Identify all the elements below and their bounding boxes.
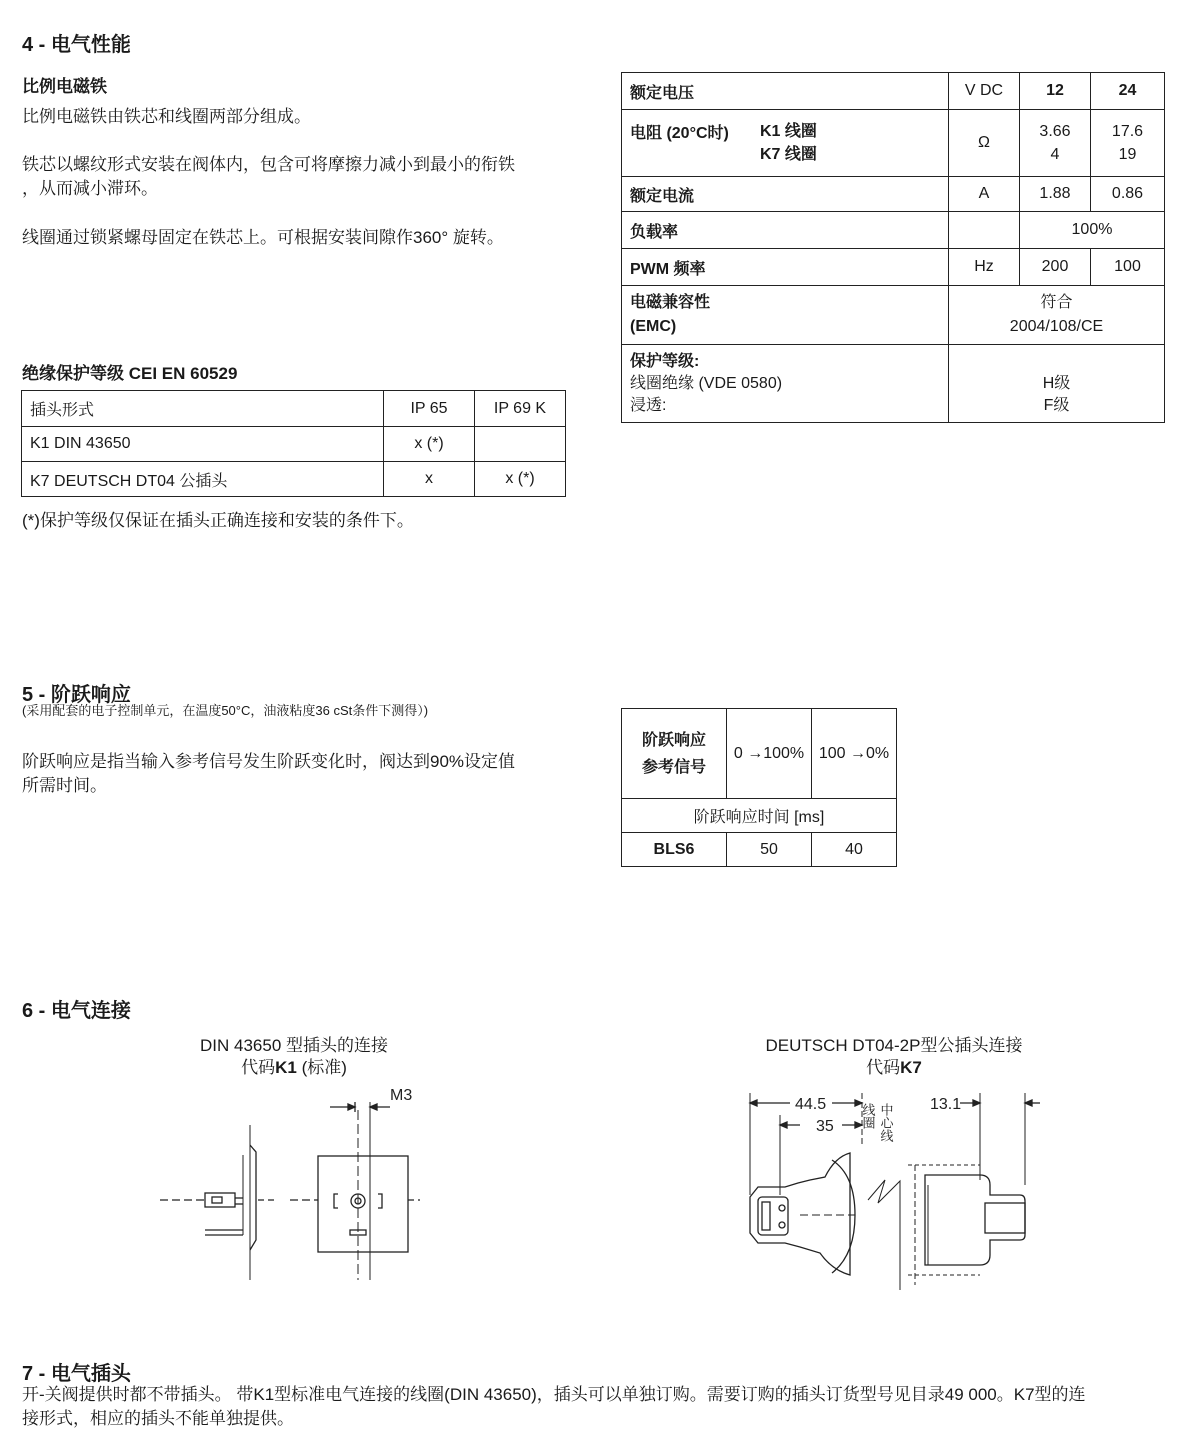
spec-duty-value: 100% bbox=[1020, 212, 1165, 249]
coil-center-label-1: 线圈 bbox=[860, 1103, 876, 1129]
ins-header-connector: 插头形式 bbox=[22, 391, 384, 427]
spec-pwm-24: 100 bbox=[1091, 249, 1165, 286]
spec-resistance-unit: Ω bbox=[949, 110, 1020, 177]
k7-connector-drawing bbox=[740, 1085, 1040, 1290]
paragraph-core-line2: ，从而减小滞环。 bbox=[22, 179, 158, 198]
spec-resistance-12-k7: 4 bbox=[1050, 146, 1060, 163]
spec-resistance-24-k1: 17.6 bbox=[1111, 123, 1144, 140]
spec-protection-impregnation: 浸透: bbox=[630, 396, 667, 414]
spec-resistance-k7: K7 线圈 bbox=[760, 146, 817, 163]
k1-connector-drawing bbox=[150, 1080, 420, 1280]
spec-protection-value bbox=[949, 345, 1165, 423]
paragraph-coil: 线圈通过锁紧螺母固定在铁芯上。可根据安装间隙作360° 旋转。 bbox=[22, 228, 504, 247]
spec-protection-label bbox=[622, 345, 949, 423]
k7-caption-line2: 代码K7 bbox=[866, 1058, 922, 1077]
k1-caption bbox=[144, 1035, 444, 1079]
step-header-line2: 参考信号 bbox=[641, 758, 706, 776]
spec-protection-class-h: H级 bbox=[1042, 374, 1071, 392]
step-col-0-100: 0 →100% bbox=[727, 709, 812, 799]
k1-caption-line1: DIN 43650 型插头的连接 bbox=[200, 1036, 388, 1055]
plug-text-line2: 接形式，相应的插头不能单独提供。 bbox=[22, 1409, 294, 1428]
spec-emc-label bbox=[622, 286, 949, 345]
section4-title: 4 - 电气性能 bbox=[22, 34, 131, 56]
protection-note: (*)保护等级仅保证在插头正确连接和安装的条件下。 bbox=[22, 511, 414, 530]
spec-voltage-label: 额定电压 bbox=[622, 73, 949, 110]
step-col-100-0: 100 →0% bbox=[812, 709, 897, 799]
spec-resistance-label bbox=[622, 110, 949, 177]
dim-44-5: 44.5 bbox=[795, 1096, 827, 1113]
dim-35: 35 bbox=[816, 1118, 834, 1135]
spec-resistance-12 bbox=[1020, 110, 1091, 177]
section5-title: 5 - 阶跃响应 bbox=[22, 684, 131, 706]
spec-voltage-24: 24 bbox=[1091, 73, 1165, 110]
spec-emc-label-line1: 电磁兼容性 bbox=[630, 294, 711, 311]
proportional-solenoid-heading: 比例电磁铁 bbox=[22, 77, 107, 96]
spec-protection-insulation: 线圈绝缘 (VDE 0580) bbox=[630, 374, 783, 392]
ins-row2-ip65: x bbox=[384, 462, 475, 497]
spec-emc-value bbox=[949, 286, 1165, 345]
electrical-spec-table bbox=[621, 72, 1165, 423]
spec-duty-empty bbox=[949, 212, 1020, 249]
step-time-label: 阶跃响应时间 [ms] bbox=[622, 799, 897, 833]
spec-current-24: 0.86 bbox=[1091, 177, 1165, 212]
ins-row1-ip69k bbox=[475, 427, 566, 462]
spec-pwm-12: 200 bbox=[1020, 249, 1091, 286]
k7-caption bbox=[744, 1035, 1044, 1079]
coil-center-label-2: 中心线 bbox=[878, 1103, 894, 1142]
spec-pwm-label: PWM 频率 bbox=[622, 249, 949, 286]
spec-resistance-k1: K1 线圈 bbox=[760, 123, 817, 140]
spec-pwm-unit: Hz bbox=[949, 249, 1020, 286]
step-header-line1: 阶跃响应 bbox=[641, 731, 706, 749]
step-response-table bbox=[621, 708, 897, 867]
step-model: BLS6 bbox=[622, 833, 727, 867]
ins-header-ip65: IP 65 bbox=[384, 391, 475, 427]
step-response-text-line2: 所需时间。 bbox=[22, 776, 107, 795]
step-value-up: 50 bbox=[727, 833, 812, 867]
ins-row2-connector: K7 DEUTSCH DT04 公插头 bbox=[22, 462, 384, 497]
spec-resistance-24 bbox=[1091, 110, 1165, 177]
spec-emc-value-line1: 符合 bbox=[1040, 294, 1073, 311]
spec-resistance-title: 电阻 (20°C时) bbox=[630, 125, 729, 142]
spec-voltage-12: 12 bbox=[1020, 73, 1091, 110]
paragraph-core-line1: 铁芯以螺纹形式安装在阀体内，包含可将摩擦力减小到最小的衔铁 bbox=[22, 155, 515, 174]
spec-voltage-unit: V DC bbox=[949, 73, 1020, 110]
section6-title: 6 - 电气连接 bbox=[22, 1000, 131, 1022]
spec-current-12: 1.88 bbox=[1020, 177, 1091, 212]
spec-protection-class-f: F级 bbox=[1043, 396, 1070, 414]
step-header-label bbox=[622, 709, 727, 799]
spec-resistance-12-k1: 3.66 bbox=[1039, 123, 1071, 140]
paragraph-solenoid-parts: 比例电磁铁由铁芯和线圈两部分组成。 bbox=[22, 107, 311, 126]
spec-current-unit: A bbox=[949, 177, 1020, 212]
section7-title: 7 - 电气插头 bbox=[22, 1363, 131, 1385]
spec-emc-value-line2: 2004/108/CE bbox=[1009, 318, 1104, 335]
ins-row1-ip65: x (*) bbox=[384, 427, 475, 462]
spec-duty-label: 负载率 bbox=[622, 212, 949, 249]
ins-row2-ip69k: x (*) bbox=[475, 462, 566, 497]
plug-text-line1: 开-关阀提供时都不带插头。 带K1型标准电气连接的线圈(DIN 43650)，插头可以单独订购。需要订购的插头订货型号见目录49 000。K7型的连 bbox=[22, 1385, 1086, 1404]
insulation-table bbox=[21, 390, 566, 497]
ins-header-ip69k: IP 69 K bbox=[475, 391, 566, 427]
ins-row1-connector: K1 DIN 43650 bbox=[22, 427, 384, 462]
m3-label: M3 bbox=[390, 1087, 413, 1104]
step-value-down: 40 bbox=[812, 833, 897, 867]
spec-emc-label-line2: (EMC) bbox=[630, 318, 677, 335]
spec-current-label: 额定电流 bbox=[622, 177, 949, 212]
insulation-heading: 绝缘保护等级 CEI EN 60529 bbox=[22, 364, 238, 383]
step-response-text-line1: 阶跃响应是指当输入参考信号发生阶跃变化时，阀达到90%设定值 bbox=[22, 752, 516, 771]
spec-resistance-24-k7: 19 bbox=[1118, 146, 1137, 163]
dim-13-1: 13.1 bbox=[930, 1096, 962, 1113]
k1-caption-line2: 代码K1 (标准) bbox=[241, 1058, 347, 1077]
section5-conditions: (采用配套的电子控制单元，在温度50°C，油液粘度36 cSt条件下测得）) bbox=[22, 703, 429, 718]
k7-caption-line1: DEUTSCH DT04-2P型公插头连接 bbox=[765, 1036, 1023, 1055]
spec-protection-title: 保护等级: bbox=[630, 352, 700, 370]
